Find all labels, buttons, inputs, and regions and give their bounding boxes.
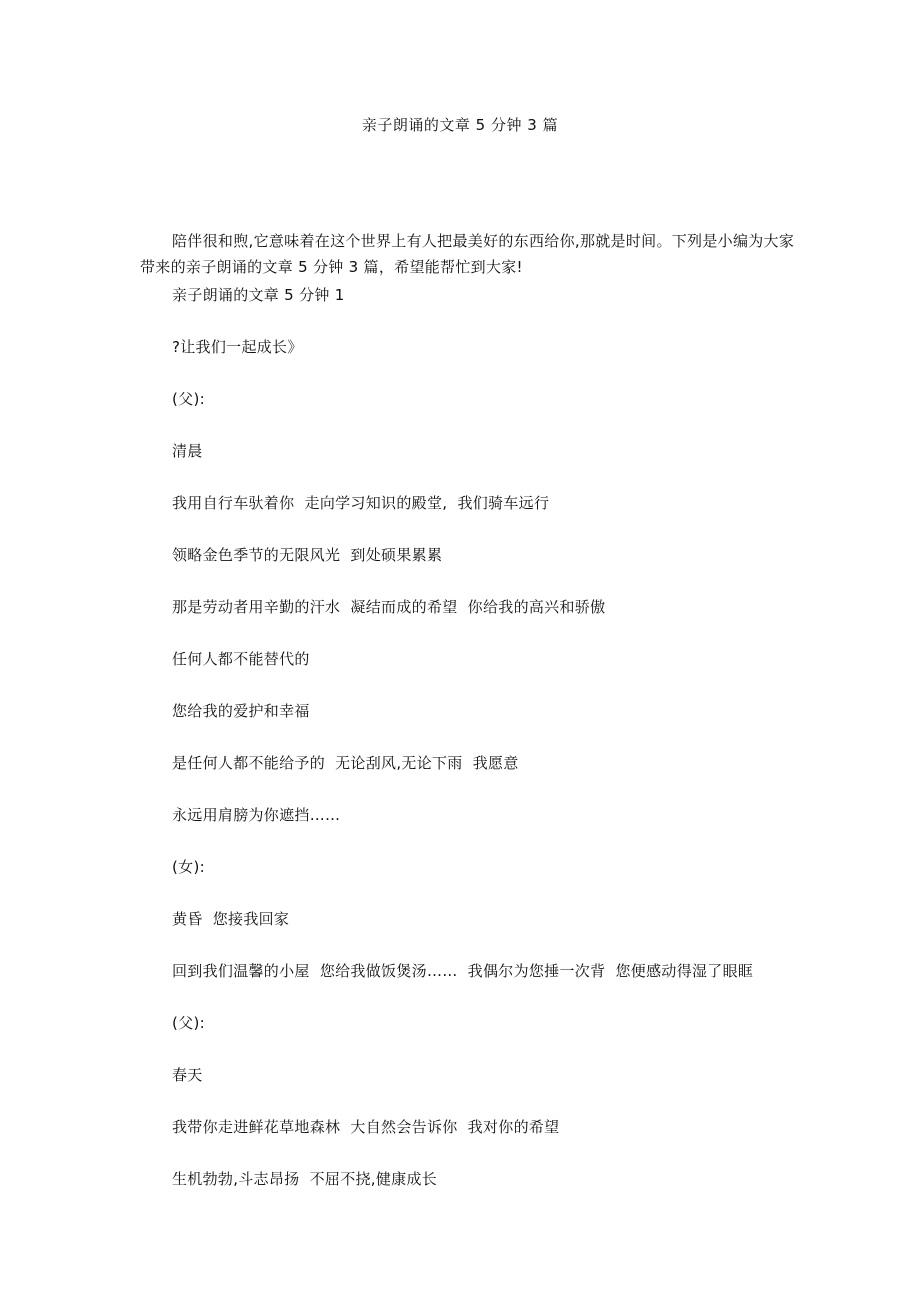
poem-line: 那是劳动者用辛勤的汗水 凝结而成的希望 你给我的高兴和骄傲 [172,598,606,616]
poem-line: 任何人都不能替代的 [172,650,310,668]
poem-line: 春天 [172,1066,203,1084]
poem-line: 我带你走进鲜花草地森林 大自然会告诉你 我对你的希望 [172,1118,560,1136]
poem-title: ?让我们一起成长》 [172,338,303,356]
speaker-label: (父): [172,390,205,408]
section-heading: 亲子朗诵的文章 5 分钟 1 [172,286,345,304]
speaker-label: (父): [172,1014,205,1032]
poem-line: 黄昏 您接我回家 [172,910,290,928]
intro-paragraph: 陪伴很和煦,它意味着在这个世界上有人把最美好的东西给你,那就是时间。下列是小编为大家带来的亲子朗诵的文章 5 分钟 3 篇，希望能帮忙到大家! [140,232,795,276]
poem-line: 我用自行车驮着你 走向学习知识的殿堂, 我们骑车远行 [172,494,550,512]
poem-line: 生机勃勃,斗志昂扬 不屈不挠,健康成长 [172,1170,438,1188]
document-title: 亲子朗诵的文章 5 分钟 3 篇 [361,116,559,134]
poem-line: 领略金色季节的无限风光 到处硕果累累 [172,546,443,564]
poem-line: 清晨 [172,442,203,460]
speaker-label: (女): [172,858,205,876]
poem-line: 您给我的爱护和幸福 [172,702,310,720]
poem-line: 永远用肩膀为你遮挡…… [172,806,341,824]
poem-line: 回到我们温馨的小屋 您给我做饭煲汤…… 我偶尔为您捶一次背 您便感动得湿了眼眶 [172,962,754,980]
poem-line: 是任何人都不能给予的 无论刮风,无论下雨 我愿意 [172,754,519,772]
